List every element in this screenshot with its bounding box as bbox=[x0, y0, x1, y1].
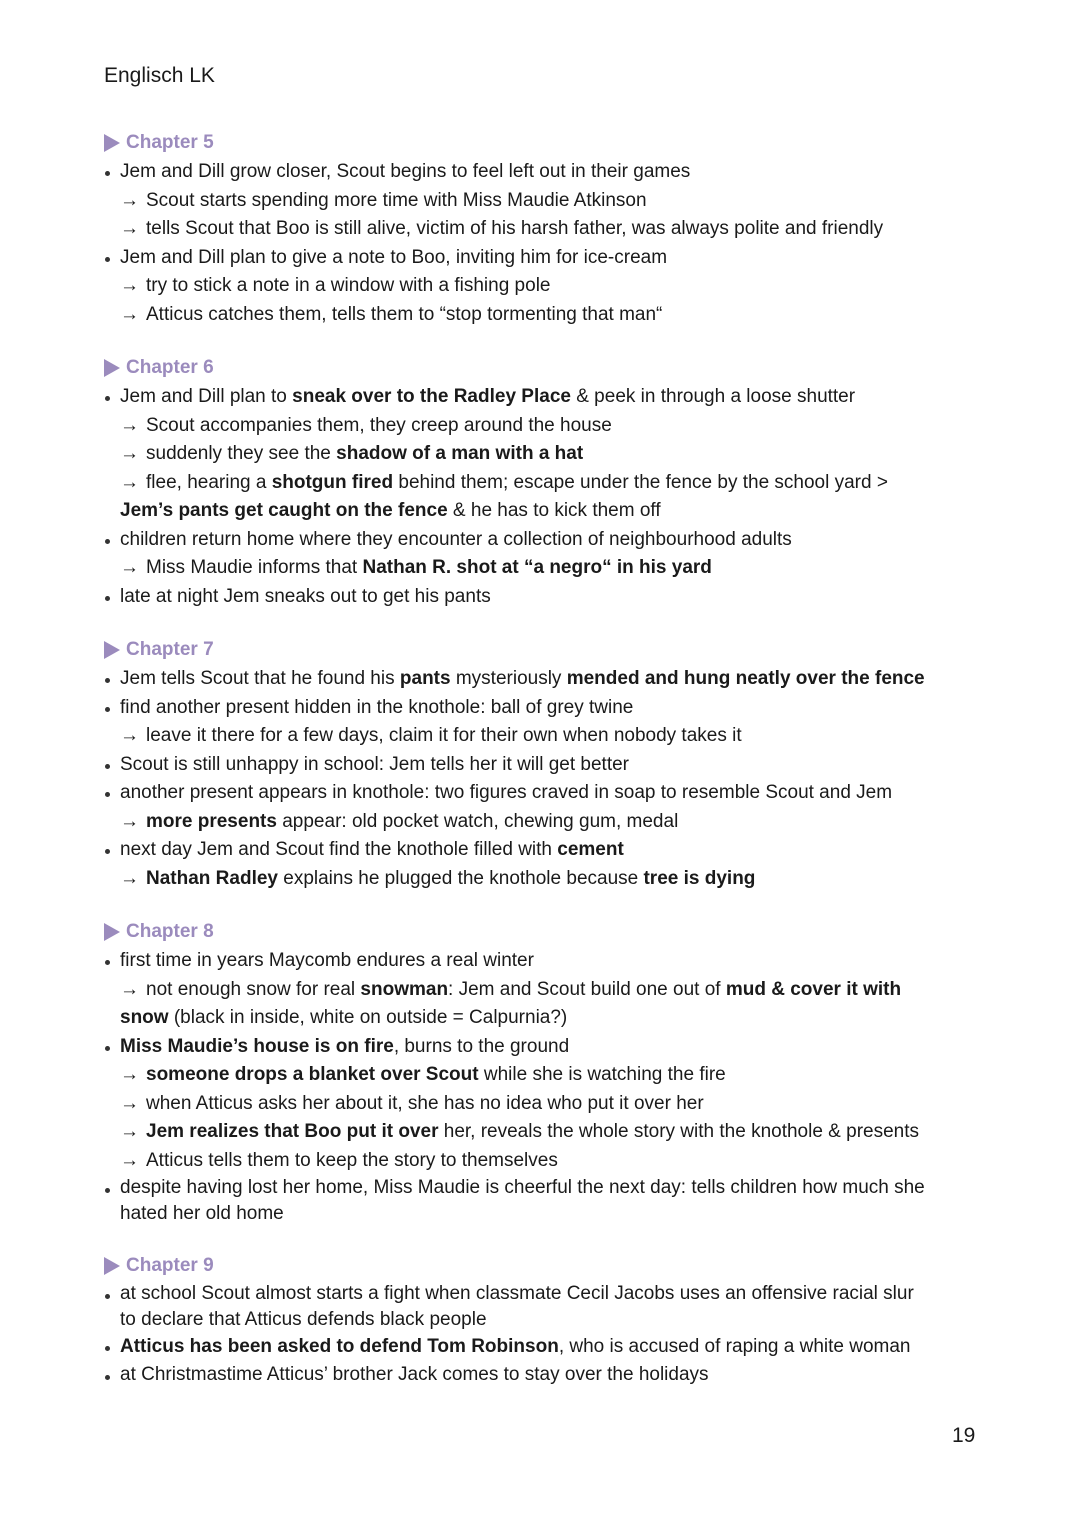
emphasis-text: Miss Maudie’s house is on fire bbox=[120, 1035, 394, 1057]
item-text: flee, hearing a bbox=[146, 471, 272, 493]
item-text: : Jem and Scout build one out of bbox=[448, 978, 726, 1000]
emphasis-text: shadow of a man with a hat bbox=[336, 443, 584, 464]
sub-item bbox=[104, 1061, 984, 1090]
item-text: Atticus catches them, tells them to “stop tormenting that man“ bbox=[146, 303, 663, 325]
item-text: Atticus tells them to keep the story to themselves bbox=[146, 1149, 558, 1171]
emphasis-text: Nathan R. shot at “a negro“ in his yard bbox=[362, 557, 712, 578]
bullet-item bbox=[104, 751, 984, 780]
sub-item bbox=[104, 1147, 984, 1176]
sub-item bbox=[104, 215, 984, 244]
item-text: Scout is still unhappy in school: Jem tells her it will get better bbox=[120, 753, 630, 775]
arrow-right-icon: → bbox=[120, 810, 139, 832]
continued-line bbox=[104, 1201, 984, 1227]
item-text: explains he plugged the knothole because bbox=[277, 867, 644, 889]
bullet-item bbox=[104, 1175, 984, 1201]
continued-line bbox=[104, 497, 984, 526]
item-text: leave it there for a few days, claim it for their own when nobody takes it bbox=[146, 725, 742, 746]
bullet-item bbox=[104, 1281, 984, 1307]
item-text: tells Scout that Boo is still alive, victim of his harsh father, was always polite and friendly bbox=[146, 218, 884, 239]
emphasis-text: cement bbox=[557, 839, 624, 860]
item-text: at Christmastime Atticus’ brother Jack comes to stay over the holidays bbox=[120, 1363, 709, 1385]
arrow-right-icon: → bbox=[120, 275, 139, 296]
item-text: appear: old pocket watch, chewing gum, medal bbox=[276, 810, 679, 832]
chapter-section bbox=[104, 635, 984, 893]
emphasis-text: sneak over to the Radley Place bbox=[292, 386, 571, 407]
emphasis-text: Jem realizes that Boo put it over bbox=[146, 1121, 439, 1142]
arrow-right-icon: → bbox=[120, 414, 139, 436]
bullet-item bbox=[104, 244, 984, 273]
item-text: Jem and Dill grow closer, Scout begins to feel left out in their games bbox=[120, 161, 691, 182]
item-text: behind them; escape under the fence by the school yard > bbox=[393, 471, 888, 493]
item-text: find another present hidden in the knothole: ball of grey twine bbox=[120, 696, 634, 718]
arrow-right-icon: → bbox=[120, 978, 139, 1000]
chapter-title-text: Chapter 7 bbox=[126, 639, 214, 660]
continued-line bbox=[104, 1307, 984, 1333]
emphasis-text: Nathan Radley bbox=[146, 867, 278, 889]
triangle-right-icon bbox=[104, 923, 120, 941]
arrow-right-icon: → bbox=[120, 725, 139, 746]
arrow-right-icon: → bbox=[120, 218, 139, 239]
arrow-right-icon: → bbox=[120, 471, 139, 493]
notes-content bbox=[104, 128, 984, 1412]
item-text: late at night Jem sneaks out to get his pants bbox=[120, 585, 491, 607]
item-text: , burns to the ground bbox=[393, 1035, 570, 1057]
chapter-section bbox=[104, 128, 984, 329]
item-text: & he has to kick them off bbox=[447, 500, 661, 521]
item-text: , who is accused of raping a white woman bbox=[558, 1336, 911, 1357]
sub-item bbox=[104, 722, 984, 751]
chapter-title-text: Chapter 8 bbox=[126, 921, 214, 942]
item-text: at school Scout almost starts a fight when classmate Cecil Jacobs uses an offensive racial slur bbox=[120, 1283, 914, 1304]
arrow-right-icon: → bbox=[120, 1121, 139, 1142]
bullet-item bbox=[104, 383, 984, 412]
triangle-right-icon bbox=[104, 359, 120, 377]
chapter-title bbox=[104, 128, 984, 158]
chapter-section bbox=[104, 1251, 984, 1388]
chapter-title-text: Chapter 9 bbox=[126, 1255, 214, 1276]
bullet-item bbox=[104, 1333, 984, 1362]
item-text: Miss Maudie informs that bbox=[146, 557, 363, 578]
bullet-item bbox=[104, 947, 984, 976]
item-text: to declare that Atticus defends black people bbox=[120, 1309, 487, 1330]
item-text: her, reveals the whole story with the knothole & presents bbox=[438, 1121, 920, 1142]
sub-item bbox=[104, 1118, 984, 1147]
bullet-item bbox=[104, 583, 984, 612]
bullet-item bbox=[104, 779, 984, 808]
emphasis-text: pants bbox=[399, 668, 451, 689]
triangle-right-icon bbox=[104, 641, 120, 659]
page-number: 19 bbox=[952, 1424, 976, 1447]
item-text: another present appears in knothole: two figures craved in soap to resemble Scout and Jem bbox=[120, 782, 893, 803]
chapter-section bbox=[104, 353, 984, 611]
sub-item bbox=[104, 1090, 984, 1119]
item-text: while she is watching the fire bbox=[478, 1064, 726, 1085]
item-text: mysteriously bbox=[450, 668, 567, 689]
emphasis-text: Atticus has been asked to defend Tom Robinson bbox=[120, 1336, 559, 1357]
sub-item bbox=[104, 301, 984, 330]
item-text: Scout accompanies them, they creep around the house bbox=[146, 414, 612, 436]
emphasis-text: someone drops a blanket over Scout bbox=[146, 1064, 479, 1085]
bullet-item bbox=[104, 694, 984, 723]
bullet-item bbox=[104, 1362, 984, 1388]
item-text: Scout starts spending more time with Miss Maudie Atkinson bbox=[146, 189, 647, 211]
sub-item bbox=[104, 469, 984, 498]
chapter-title-text: Chapter 5 bbox=[126, 132, 214, 153]
chapter-title bbox=[104, 353, 984, 383]
sub-item bbox=[104, 440, 984, 469]
emphasis-text: Jem’s pants get caught on the fence bbox=[120, 500, 448, 521]
item-text: (black in inside, white on outside = Calpurnia?) bbox=[168, 1007, 568, 1028]
emphasis-text: mud & cover it with bbox=[725, 978, 902, 1000]
sub-item bbox=[104, 187, 984, 216]
arrow-right-icon: → bbox=[120, 303, 139, 325]
chapter-title-text: Chapter 6 bbox=[126, 357, 214, 378]
emphasis-text: more presents bbox=[146, 810, 277, 832]
sub-item bbox=[104, 554, 984, 583]
sub-item bbox=[104, 412, 984, 441]
arrow-right-icon: → bbox=[120, 867, 139, 889]
arrow-right-icon: → bbox=[120, 443, 139, 464]
triangle-right-icon bbox=[104, 134, 120, 152]
bullet-item bbox=[104, 526, 984, 555]
item-text: Jem and Dill plan to bbox=[120, 386, 293, 407]
chapter-title bbox=[104, 917, 984, 947]
arrow-right-icon: → bbox=[120, 189, 139, 211]
item-text: try to stick a note in a window with a fishing pole bbox=[146, 275, 551, 296]
emphasis-text: snow bbox=[120, 1007, 169, 1028]
item-text: despite having lost her home, Miss Maudie is cheerful the next day: tells children how much she bbox=[120, 1177, 925, 1198]
sub-item bbox=[104, 976, 984, 1005]
emphasis-text: mended and hung neatly over the fence bbox=[566, 668, 925, 689]
bullet-item bbox=[104, 836, 984, 865]
page-header: Englisch LK bbox=[104, 64, 215, 87]
chapter-title bbox=[104, 1251, 984, 1281]
item-text: Jem and Dill plan to give a note to Boo, inviting him for ice-cream bbox=[120, 246, 668, 268]
bullet-item bbox=[104, 665, 984, 694]
arrow-right-icon: → bbox=[120, 1149, 139, 1171]
emphasis-text: tree is dying bbox=[643, 867, 756, 889]
arrow-right-icon: → bbox=[120, 557, 139, 578]
triangle-right-icon bbox=[104, 1257, 120, 1275]
item-text: next day Jem and Scout find the knothole filled with bbox=[120, 839, 558, 860]
bullet-item bbox=[104, 158, 984, 187]
item-text: children return home where they encounter a collection of neighbourhood adults bbox=[120, 528, 792, 550]
sub-item bbox=[104, 808, 984, 837]
emphasis-text: shotgun fired bbox=[271, 471, 394, 493]
item-text: & peek in through a loose shutter bbox=[570, 386, 856, 407]
emphasis-text: snowman bbox=[360, 978, 449, 1000]
item-text: Jem tells Scout that he found his bbox=[120, 668, 400, 689]
item-text: first time in years Maycomb endures a real winter bbox=[120, 950, 534, 971]
continued-line bbox=[104, 1004, 984, 1033]
sub-item bbox=[104, 865, 984, 894]
sub-item bbox=[104, 272, 984, 301]
item-text: not enough snow for real bbox=[146, 978, 361, 1000]
chapter-title bbox=[104, 635, 984, 665]
arrow-right-icon: → bbox=[120, 1092, 139, 1114]
item-text: suddenly they see the bbox=[146, 443, 337, 464]
chapter-section bbox=[104, 917, 984, 1227]
bullet-item bbox=[104, 1033, 984, 1062]
item-text: hated her old home bbox=[120, 1203, 284, 1224]
arrow-right-icon: → bbox=[120, 1064, 139, 1085]
item-text: when Atticus asks her about it, she has no idea who put it over her bbox=[146, 1092, 704, 1114]
